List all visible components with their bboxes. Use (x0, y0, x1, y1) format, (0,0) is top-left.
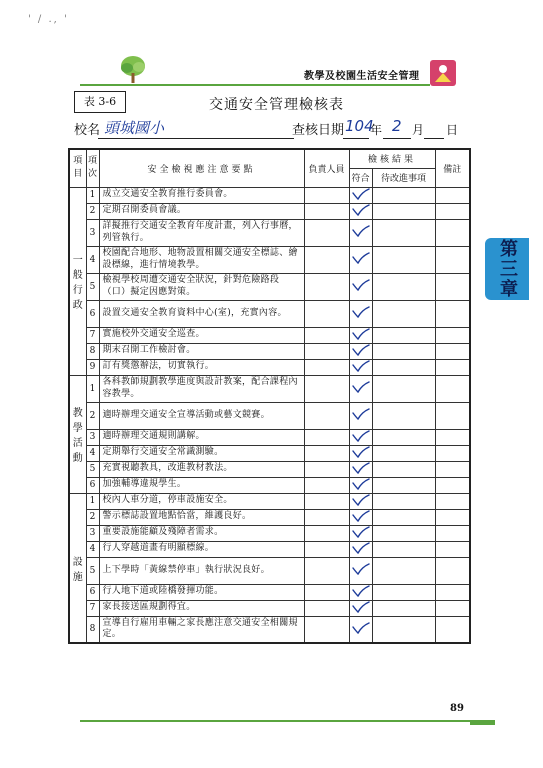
table-row (69, 509, 470, 525)
conform-cell[interactable] (349, 509, 372, 525)
year-field[interactable]: 104 (345, 117, 374, 135)
note-cell[interactable] (435, 359, 470, 375)
checklist-table (68, 148, 471, 644)
category-char: 活 (72, 438, 83, 449)
header-conform: 符合 (349, 168, 372, 187)
category-char: 教 (72, 408, 83, 419)
checkmark-icon (352, 344, 370, 356)
header-item: 安全檢視應注意要點 (99, 149, 304, 187)
conform-cell[interactable] (349, 525, 372, 541)
header-result: 檢核結果 (349, 149, 435, 168)
improve-cell[interactable] (372, 203, 435, 219)
item-number: 7 (86, 600, 99, 616)
checkmark-icon (352, 601, 370, 613)
note-cell[interactable] (435, 300, 470, 327)
table-row (69, 402, 470, 429)
note-cell[interactable] (435, 402, 470, 429)
conform-cell[interactable] (349, 246, 372, 273)
month-field[interactable]: 2 (392, 117, 402, 135)
header-note: 備註 (435, 149, 470, 187)
item-number: 8 (86, 616, 99, 643)
item-text: 定期舉行交通安全常識測驗。 (99, 445, 304, 461)
year-unit: 年 (370, 123, 383, 137)
checkmark-icon (352, 408, 370, 420)
category-cell (69, 375, 86, 493)
item-text: 檢視學校周遭交通安全狀況，針對危險路段（口）擬定因應對策。 (99, 273, 304, 300)
conform-cell[interactable] (349, 327, 372, 343)
checkmark-icon (352, 622, 370, 634)
checkmark-icon (352, 510, 370, 522)
category-char: 般 (72, 270, 83, 281)
note-cell[interactable] (435, 461, 470, 477)
category-cell (69, 187, 86, 375)
checkmark-icon (352, 328, 370, 340)
note-cell[interactable] (435, 509, 470, 525)
table-row (69, 203, 470, 219)
conform-cell[interactable] (349, 616, 372, 643)
responsible-cell[interactable] (304, 429, 349, 445)
item-text: 宣導自行雇用車輛之家長應注意交通安全相關規定。 (99, 616, 304, 643)
category-char: 設 (72, 556, 83, 568)
checkmark-icon (352, 563, 370, 575)
table-row (69, 219, 470, 246)
checkmark-icon (352, 585, 370, 597)
school-underline (98, 138, 294, 139)
table-row (69, 493, 470, 509)
table-row (69, 327, 470, 343)
school-name-field[interactable]: 頭城國小 (104, 119, 165, 137)
category-char: 施 (72, 571, 83, 583)
item-number: 4 (86, 541, 99, 557)
table-row (69, 477, 470, 493)
item-text: 定期召開委員會議。 (99, 203, 304, 219)
note-cell[interactable] (435, 273, 470, 300)
conform-cell[interactable] (349, 343, 372, 359)
table-row (69, 429, 470, 445)
item-number: 2 (86, 203, 99, 219)
table-row (69, 525, 470, 541)
category-char: 行 (72, 285, 83, 296)
item-text: 期末召開工作檢討會。 (99, 343, 304, 359)
responsible-cell[interactable] (304, 187, 349, 203)
item-number: 2 (86, 509, 99, 525)
item-text: 成立交通安全教育推行委員會。 (99, 187, 304, 203)
responsible-cell[interactable] (304, 584, 349, 600)
date-label: 查核日期 (292, 123, 345, 138)
table-row (69, 600, 470, 616)
note-cell[interactable] (435, 203, 470, 219)
note-cell[interactable] (435, 246, 470, 273)
improve-cell[interactable] (372, 509, 435, 525)
item-text: 各科教師規劃教學進度與設計教案，配合課程內容教學。 (99, 375, 304, 402)
checkmark-icon (352, 204, 370, 216)
improve-cell[interactable] (372, 402, 435, 429)
responsible-cell[interactable] (304, 327, 349, 343)
table-row (69, 541, 470, 557)
table-row (69, 246, 470, 273)
checkmark-icon (352, 526, 370, 538)
conform-cell[interactable] (349, 493, 372, 509)
improve-cell[interactable] (372, 461, 435, 477)
month-unit: 月 (412, 123, 425, 137)
checkmark-icon (352, 188, 370, 200)
page-number: 89 (450, 703, 464, 714)
responsible-cell[interactable] (304, 402, 349, 429)
checklist-body (69, 187, 470, 643)
item-text: 詳擬推行交通安全教育年度計畫，列入行事曆，列管執行。 (99, 219, 304, 246)
category-cell (69, 493, 86, 643)
improve-cell[interactable] (372, 300, 435, 327)
item-number: 6 (86, 300, 99, 327)
item-number: 3 (86, 219, 99, 246)
item-text: 行人地下道或陸橋發揮功能。 (99, 584, 304, 600)
day-unit: 日 (446, 123, 459, 137)
table-row (69, 461, 470, 477)
conform-cell[interactable] (349, 445, 372, 461)
improve-cell[interactable] (372, 187, 435, 203)
improve-cell[interactable] (372, 525, 435, 541)
note-cell[interactable] (435, 327, 470, 343)
item-text: 充實視聽教具，改進教材教法。 (99, 461, 304, 477)
month-underline (383, 138, 411, 139)
table-row (69, 616, 470, 643)
note-cell[interactable] (435, 616, 470, 643)
checkmark-icon (352, 542, 370, 554)
day-underline (424, 138, 444, 139)
item-number: 2 (86, 402, 99, 429)
responsible-cell[interactable] (304, 445, 349, 461)
item-number: 3 (86, 525, 99, 541)
footer-deco (470, 720, 495, 725)
item-number: 5 (86, 557, 99, 584)
item-number: 8 (86, 343, 99, 359)
note-cell[interactable] (435, 187, 470, 203)
conform-cell[interactable] (349, 402, 372, 429)
form-title-text: 交通安全管理檢核表 (209, 97, 344, 113)
form-title (0, 94, 543, 114)
item-text: 實施校外交通安全巡查。 (99, 327, 304, 343)
checkmark-icon (352, 430, 370, 442)
header-category: 項目 (69, 149, 86, 187)
conform-cell[interactable] (349, 600, 372, 616)
conform-cell[interactable] (349, 187, 372, 203)
responsible-cell[interactable] (304, 343, 349, 359)
item-text: 校內人車分道，停車設施安全。 (99, 493, 304, 509)
note-cell[interactable] (435, 429, 470, 445)
item-number: 3 (86, 429, 99, 445)
item-text: 重要設施能顧及殘障者需求。 (99, 525, 304, 541)
responsible-cell[interactable] (304, 541, 349, 557)
category-char: 政 (72, 300, 83, 311)
responsible-cell[interactable] (304, 219, 349, 246)
note-cell[interactable] (435, 557, 470, 584)
improve-cell[interactable] (372, 246, 435, 273)
checkmark-icon (352, 279, 370, 291)
item-text: 行人穿越道畫有明顯標線。 (99, 541, 304, 557)
item-number: 6 (86, 477, 99, 493)
note-cell[interactable] (435, 445, 470, 461)
conform-cell[interactable] (349, 359, 372, 375)
conform-cell[interactable] (349, 273, 372, 300)
improve-cell[interactable] (372, 445, 435, 461)
responsible-cell[interactable] (304, 300, 349, 327)
note-cell[interactable] (435, 343, 470, 359)
header-improve: 待改進事項 (372, 168, 435, 187)
responsible-cell[interactable] (304, 493, 349, 509)
responsible-cell[interactable] (304, 600, 349, 616)
table-row (69, 557, 470, 584)
responsible-cell[interactable] (304, 525, 349, 541)
school-label: 校名 (74, 123, 101, 138)
note-cell[interactable] (435, 541, 470, 557)
checkmark-icon (352, 446, 370, 458)
responsible-cell[interactable] (304, 557, 349, 584)
checkmark-icon (352, 360, 370, 372)
note-cell[interactable] (435, 375, 470, 402)
item-text: 警示標誌設置地點恰當，維護良好。 (99, 509, 304, 525)
conform-cell[interactable] (349, 219, 372, 246)
chapter-tab (485, 238, 529, 300)
checkmark-icon (352, 225, 370, 237)
conform-cell[interactable] (349, 477, 372, 493)
note-cell[interactable] (435, 525, 470, 541)
item-number: 9 (86, 359, 99, 375)
running-title: 教學及校園生活安全管理 (304, 71, 420, 82)
year-underline (343, 138, 369, 139)
item-number: 6 (86, 584, 99, 600)
responsible-cell[interactable] (304, 616, 349, 643)
table-row (69, 273, 470, 300)
improve-cell[interactable] (372, 477, 435, 493)
improve-cell[interactable] (372, 359, 435, 375)
improve-cell[interactable] (372, 600, 435, 616)
conform-cell[interactable] (349, 300, 372, 327)
item-text: 上下學時「黃線禁停車」執行狀況良好。 (99, 557, 304, 584)
category-char: 一 (72, 255, 83, 266)
item-number: 1 (86, 187, 99, 203)
conform-cell[interactable] (349, 429, 372, 445)
conform-cell[interactable] (349, 557, 372, 584)
improve-cell[interactable] (372, 273, 435, 300)
table-row (69, 445, 470, 461)
table-row (69, 359, 470, 375)
item-number: 5 (86, 273, 99, 300)
improve-cell[interactable] (372, 429, 435, 445)
table-row (69, 375, 470, 402)
improve-cell[interactable] (372, 327, 435, 343)
note-cell[interactable] (435, 477, 470, 493)
table-row (69, 300, 470, 327)
header-number: 項次 (86, 149, 99, 187)
responsible-cell[interactable] (304, 203, 349, 219)
note-cell[interactable] (435, 584, 470, 600)
item-number: 7 (86, 327, 99, 343)
header-rule (80, 84, 430, 86)
tree-icon (117, 55, 149, 85)
header-responsible: 負責人員 (304, 149, 349, 187)
item-number: 4 (86, 246, 99, 273)
checkmark-icon (352, 462, 370, 474)
responsible-cell[interactable] (304, 375, 349, 402)
conform-cell[interactable] (349, 461, 372, 477)
checkmark-icon (352, 252, 370, 264)
corner-mark: ' / ., ' (28, 14, 69, 25)
responsible-cell[interactable] (304, 509, 349, 525)
item-number: 1 (86, 375, 99, 402)
conform-cell[interactable] (349, 584, 372, 600)
responsible-cell[interactable] (304, 477, 349, 493)
item-text: 訂有獎懲辦法，切實執行。 (99, 359, 304, 375)
improve-cell[interactable] (372, 493, 435, 509)
note-cell[interactable] (435, 600, 470, 616)
improve-cell[interactable] (372, 343, 435, 359)
note-cell[interactable] (435, 219, 470, 246)
conform-cell[interactable] (349, 541, 372, 557)
responsible-cell[interactable] (304, 246, 349, 273)
footer-rule (80, 720, 480, 722)
table-row (69, 584, 470, 600)
item-text: 適時辦理交通規則講解。 (99, 429, 304, 445)
item-text: 適時辦理交通安全宣導活動或藝文競賽。 (99, 402, 304, 429)
item-text: 校園配合地形、地物設置相關交通安全標誌、繪設標線，進行情境教學。 (99, 246, 304, 273)
chapter-tab-label: 第三章 (497, 239, 518, 299)
note-cell[interactable] (435, 493, 470, 509)
checkmark-icon (352, 306, 370, 318)
responsible-cell[interactable] (304, 359, 349, 375)
improve-cell[interactable] (372, 584, 435, 600)
improve-cell[interactable] (372, 557, 435, 584)
checkmark-icon (352, 381, 370, 393)
improve-cell[interactable] (372, 219, 435, 246)
conform-cell[interactable] (349, 375, 372, 402)
conform-cell[interactable] (349, 203, 372, 219)
item-text: 家長接送區規劃得宜。 (99, 600, 304, 616)
checkmark-icon (352, 478, 370, 490)
improve-cell[interactable] (372, 616, 435, 643)
item-number: 5 (86, 461, 99, 477)
category-char: 動 (72, 453, 83, 464)
table-row (69, 187, 470, 203)
item-number: 1 (86, 493, 99, 509)
item-text: 設置交通安全教育資料中心(室)，充實內容。 (99, 300, 304, 327)
checkmark-icon (352, 494, 370, 506)
table-label: 表 3-6 (74, 91, 126, 113)
responsible-cell[interactable] (304, 273, 349, 300)
improve-cell[interactable] (372, 375, 435, 402)
item-number: 4 (86, 445, 99, 461)
responsible-cell[interactable] (304, 461, 349, 477)
table-row (69, 343, 470, 359)
category-char: 學 (72, 423, 83, 434)
improve-cell[interactable] (372, 541, 435, 557)
item-text: 加強輔導違規學生。 (99, 477, 304, 493)
safety-logo-icon (430, 60, 456, 86)
